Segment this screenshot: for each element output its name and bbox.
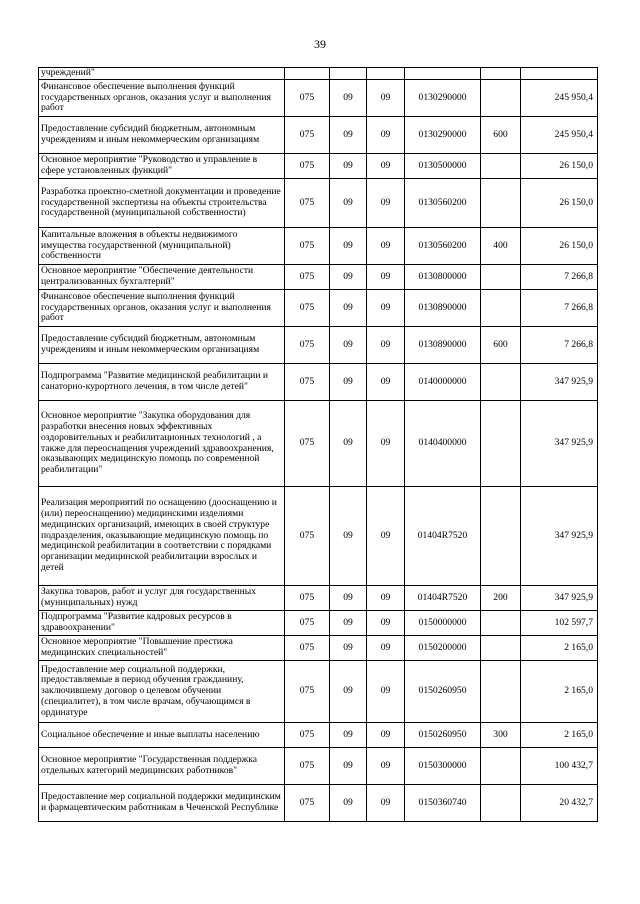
amount: 26 150,0: [521, 179, 598, 228]
table-row: [39, 265, 598, 290]
amount: 2 165,0: [521, 661, 598, 723]
ministry-code: 075: [285, 117, 330, 154]
target-article-code: 0130560200: [405, 179, 481, 228]
ministry-code: 075: [285, 723, 330, 748]
subsection-code: 09: [367, 154, 405, 179]
target-article-code: 0130890000: [405, 290, 481, 327]
subsection-code: 09: [367, 723, 405, 748]
expense-type-code: [481, 785, 521, 822]
expense-type-code: [481, 748, 521, 785]
section-code: 09: [330, 661, 367, 723]
table-row: [39, 661, 598, 723]
expense-type-code: [481, 179, 521, 228]
row-name: Реализация мероприятий по оснащению (дооснащению и (или) переоснащению) медицинскими изделиями медицинских организаций, имеющих в своей структуре подразделения, оказывающие медицинскую помощь по медицинской реабилитации в соответствии с порядками организации медицинской реабилитации взрослых и детей: [39, 487, 285, 586]
budget-table-body: [39, 68, 598, 822]
subsection-code: [367, 68, 405, 80]
target-article-code: 01404R7520: [405, 586, 481, 611]
ministry-code: [285, 68, 330, 80]
table-row: [39, 785, 598, 822]
row-name: Капитальные вложения в объекты недвижимого имущества государственной (муниципальной) собственности: [39, 228, 285, 265]
subsection-code: 09: [367, 611, 405, 636]
table-row: [39, 228, 598, 265]
subsection-code: 09: [367, 661, 405, 723]
table-row: [39, 748, 598, 785]
target-article-code: 01404R7520: [405, 487, 481, 586]
amount: 7 266,8: [521, 290, 598, 327]
row-name: Предоставление мер социальной поддержки, предоставляемые в период обучения гражданину, заключившему договор о целевом обучении (специалитет), в том числе врачам, обучающимся в ординатуре: [39, 661, 285, 723]
amount: 245 950,4: [521, 80, 598, 117]
section-code: 09: [330, 117, 367, 154]
row-name: Основное мероприятие "Обеспечение деятельности централизованных бухгалтерий": [39, 265, 285, 290]
subsection-code: 09: [367, 327, 405, 364]
target-article-code: 0150000000: [405, 611, 481, 636]
section-code: 09: [330, 228, 367, 265]
budget-table: [38, 67, 598, 822]
table-row: [39, 290, 598, 327]
section-code: 09: [330, 401, 367, 487]
section-code: 09: [330, 636, 367, 661]
amount: 26 150,0: [521, 154, 598, 179]
target-article-code: 0150300000: [405, 748, 481, 785]
table-row: [39, 327, 598, 364]
amount: 347 925,9: [521, 586, 598, 611]
expense-type-code: [481, 661, 521, 723]
amount: 2 165,0: [521, 723, 598, 748]
section-code: 09: [330, 785, 367, 822]
subsection-code: 09: [367, 785, 405, 822]
expense-type-code: 600: [481, 327, 521, 364]
subsection-code: 09: [367, 748, 405, 785]
row-name: Основное мероприятие "Руководство и управление в сфере установленных функций": [39, 154, 285, 179]
table-row: [39, 80, 598, 117]
row-name: Подпрограмма "Развитие кадровых ресурсов в здравоохранении": [39, 611, 285, 636]
target-article-code: 0130290000: [405, 117, 481, 154]
subsection-code: 09: [367, 586, 405, 611]
target-article-code: 0130800000: [405, 265, 481, 290]
section-code: 09: [330, 364, 367, 401]
ministry-code: 075: [285, 636, 330, 661]
section-code: 09: [330, 327, 367, 364]
subsection-code: 09: [367, 364, 405, 401]
section-code: 09: [330, 265, 367, 290]
ministry-code: 075: [285, 748, 330, 785]
section-code: 09: [330, 723, 367, 748]
table-row: [39, 723, 598, 748]
ministry-code: 075: [285, 290, 330, 327]
expense-type-code: 600: [481, 117, 521, 154]
section-code: [330, 68, 367, 80]
amount: 347 925,9: [521, 401, 598, 487]
amount: 7 266,8: [521, 265, 598, 290]
table-row: [39, 586, 598, 611]
row-name: Основное мероприятие "Повышение престижа медицинских специальностей": [39, 636, 285, 661]
target-article-code: 0150260950: [405, 661, 481, 723]
subsection-code: 09: [367, 179, 405, 228]
target-article-code: 0130290000: [405, 80, 481, 117]
target-article-code: 0140000000: [405, 364, 481, 401]
amount: 347 925,9: [521, 487, 598, 586]
page-number: 39: [314, 37, 326, 51]
row-name: Предоставление субсидий бюджетным, автономным учреждениям и иным некоммерческим организациям: [39, 327, 285, 364]
subsection-code: 09: [367, 265, 405, 290]
amount: 7 266,8: [521, 327, 598, 364]
table-row: [39, 154, 598, 179]
ministry-code: 075: [285, 364, 330, 401]
row-name: Разработка проектно-сметной документации и проведение государственной экспертизы на объекты строительства государственной (муниципальной собственности): [39, 179, 285, 228]
expense-type-code: [481, 265, 521, 290]
section-code: 09: [330, 487, 367, 586]
amount: 26 150,0: [521, 228, 598, 265]
amount: 347 925,9: [521, 364, 598, 401]
subsection-code: 09: [367, 401, 405, 487]
ministry-code: 075: [285, 661, 330, 723]
table-row: [39, 487, 598, 586]
subsection-code: 09: [367, 117, 405, 154]
ministry-code: 075: [285, 154, 330, 179]
target-article-code: 0150200000: [405, 636, 481, 661]
section-code: 09: [330, 586, 367, 611]
target-article-code: 0150260950: [405, 723, 481, 748]
ministry-code: 075: [285, 611, 330, 636]
target-article-code: [405, 68, 481, 80]
table-row: [39, 636, 598, 661]
amount: 2 165,0: [521, 636, 598, 661]
expense-type-code: 200: [481, 586, 521, 611]
expense-type-code: [481, 154, 521, 179]
row-name: Финансовое обеспечение выполнения функций государственных органов, оказания услуг и выполнения работ: [39, 290, 285, 327]
table-row: [39, 364, 598, 401]
target-article-code: 0130890000: [405, 327, 481, 364]
expense-type-code: [481, 611, 521, 636]
amount: 245 950,4: [521, 117, 598, 154]
subsection-code: 09: [367, 80, 405, 117]
subsection-code: 09: [367, 487, 405, 586]
target-article-code: 0130500000: [405, 154, 481, 179]
expense-type-code: [481, 80, 521, 117]
amount: 100 432,7: [521, 748, 598, 785]
section-code: 09: [330, 80, 367, 117]
table-row: [39, 179, 598, 228]
expense-type-code: 400: [481, 228, 521, 265]
section-code: 09: [330, 179, 367, 228]
section-code: 09: [330, 290, 367, 327]
ministry-code: 075: [285, 327, 330, 364]
ministry-code: 075: [285, 179, 330, 228]
ministry-code: 075: [285, 487, 330, 586]
ministry-code: 075: [285, 80, 330, 117]
ministry-code: 075: [285, 586, 330, 611]
expense-type-code: [481, 364, 521, 401]
amount: [521, 68, 598, 80]
target-article-code: 0140400000: [405, 401, 481, 487]
row-name: учреждений": [39, 68, 285, 80]
subsection-code: 09: [367, 636, 405, 661]
expense-type-code: [481, 68, 521, 80]
row-name: Закупка товаров, работ и услуг для государственных (муниципальных) нужд: [39, 586, 285, 611]
row-name: Основное мероприятие "Государственная поддержка отдельных категорий медицинских работников": [39, 748, 285, 785]
section-code: 09: [330, 154, 367, 179]
expense-type-code: [481, 487, 521, 586]
section-code: 09: [330, 611, 367, 636]
section-code: 09: [330, 748, 367, 785]
ministry-code: 075: [285, 265, 330, 290]
target-article-code: 0130560200: [405, 228, 481, 265]
table-row: [39, 611, 598, 636]
expense-type-code: [481, 636, 521, 661]
ministry-code: 075: [285, 228, 330, 265]
ministry-code: 075: [285, 785, 330, 822]
table-row: [39, 68, 598, 80]
row-name: Социальное обеспечение и иные выплаты населению: [39, 723, 285, 748]
target-article-code: 0150360740: [405, 785, 481, 822]
table-row: [39, 117, 598, 154]
subsection-code: 09: [367, 228, 405, 265]
table-row: [39, 401, 598, 487]
subsection-code: 09: [367, 290, 405, 327]
row-name: Подпрограмма "Развитие медицинской реабилитации и санаторно-курортного лечения, в том числе детей": [39, 364, 285, 401]
amount: 102 597,7: [521, 611, 598, 636]
expense-type-code: 300: [481, 723, 521, 748]
row-name: Предоставление субсидий бюджетным, автономным учреждениям и иным некоммерческим организациям: [39, 117, 285, 154]
row-name: Предоставление мер социальной поддержки медицинским и фармацевтическим работникам в Чеченской Республике: [39, 785, 285, 822]
row-name: Основное мероприятие "Закупка оборудования для разработки внесения новых эффективных оздоровительных и реабилитационных технологий , а также для переоснащения учреждений здравоохранения, оказывающих медицинскую помощь по современной реабилитации": [39, 401, 285, 487]
expense-type-code: [481, 290, 521, 327]
row-name: Финансовое обеспечение выполнения функций государственных органов, оказания услуг и выполнения работ: [39, 80, 285, 117]
ministry-code: 075: [285, 401, 330, 487]
amount: 20 432,7: [521, 785, 598, 822]
expense-type-code: [481, 401, 521, 487]
